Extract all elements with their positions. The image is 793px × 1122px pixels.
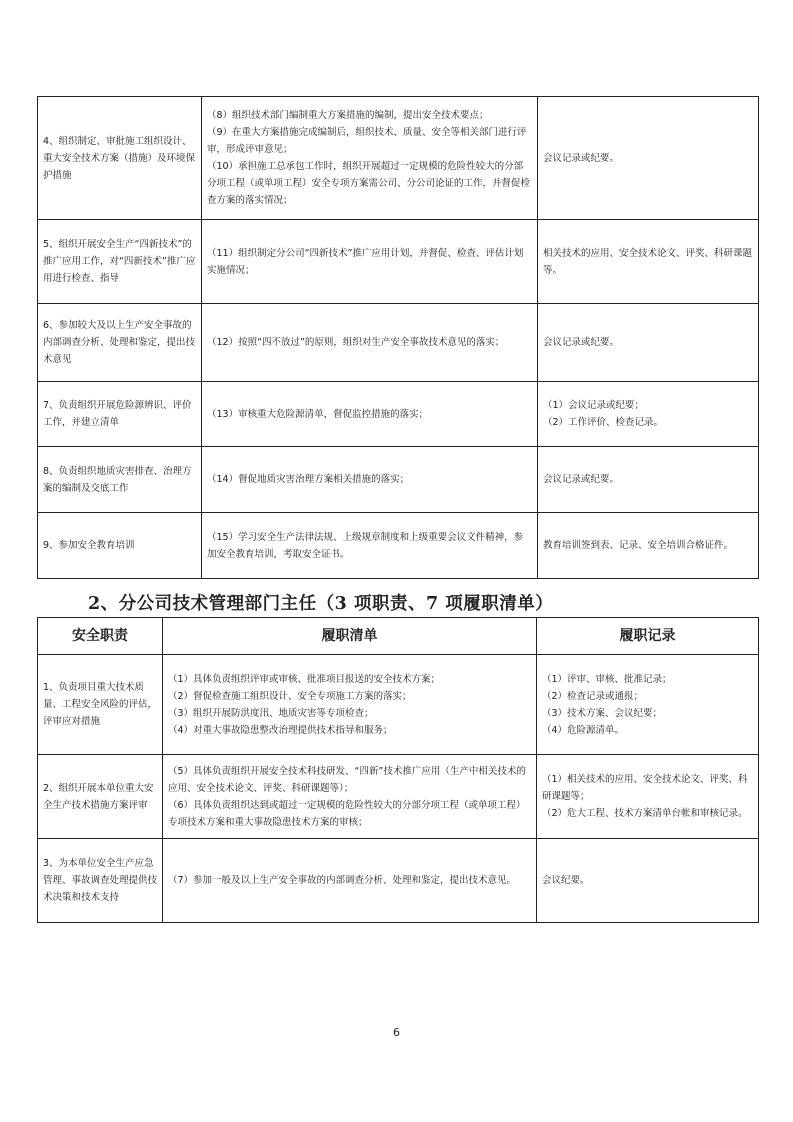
- checklist-cell: （7）参加一般及以上生产安全事故的内部调查分析、处理和鉴定，提出技术意见。: [163, 839, 537, 923]
- duty-cell: 2、组织开展本单位重大安全生产技术措施方案评审: [38, 755, 163, 839]
- duty-cell: 7、负责组织开展危险源辨识、评价工作，并建立清单: [38, 382, 202, 447]
- checklist-cell: （11）组织制定分公司“四新技术”推广应用计划，并督促、检查、评估计划实施情况；: [202, 220, 538, 304]
- record-item: （1）会议记录或纪要；: [543, 400, 645, 411]
- checklist-item: （1）具体负责组织评审或审核、批准项目报送的安全技术方案；: [168, 673, 441, 685]
- record-cell: 相关技术的应用、安全技术论文、评奖、科研课题等。: [538, 220, 759, 304]
- record-item: （2）危大工程、技术方案清单台帐和审核记录。: [542, 808, 748, 819]
- column-header: 履职记录: [537, 618, 759, 655]
- table-row: [38, 755, 759, 839]
- duty-cell: 6、参加较大及以上生产安全事故的内部调查分析、处理和鉴定，提出技术意见: [38, 304, 202, 382]
- checklist-item: （9）在重大方案措施完成编制后，组织技术、质量、安全等相关部门进行评审，形成评审意见；: [207, 127, 527, 155]
- record-cell: 会议记录或纪要。: [538, 447, 759, 513]
- record-item: （2）工作评价、检查记录。: [543, 417, 664, 428]
- checklist-item: （4）对重大事故隐患整改治理提供技术指导和服务；: [168, 724, 393, 736]
- page-number: 6: [393, 1026, 400, 1039]
- table-row: [38, 655, 759, 755]
- section-title: 2、分公司技术管理部门主任（3 项职责、7 项履职清单）: [88, 594, 554, 614]
- duty-cell: 9、参加安全教育培训: [38, 513, 202, 579]
- table-row: [38, 382, 759, 447]
- record-cell: [538, 382, 759, 447]
- record-cell: 会议记录或纪要。: [538, 304, 759, 382]
- duty-table-continued: [37, 96, 759, 579]
- duty-cell: 1、负责项目重大技术质量、工程安全风险的评估，评审应对措施: [38, 655, 163, 755]
- duty-cell: 8、负责组织地质灾害排查、治理方案的编制及交底工作: [38, 447, 202, 513]
- record-cell: [537, 655, 759, 755]
- record-item: （4）危险源清单。: [542, 724, 625, 736]
- table-row: [38, 839, 759, 923]
- record-item: （1）评审、审核、批准记录；: [542, 673, 672, 685]
- checklist-cell: （15）学习安全生产法律法规、上级规章制度和上级重要会议文件精神，参加安全教育培训，考取安全证书。: [202, 513, 538, 579]
- checklist-cell: （13）审核重大危险源清单，督促监控措施的落实；: [202, 382, 538, 447]
- duty-cell: 4、组织制定、审批施工组织设计、重大安全技术方案（措施）及环境保护措施: [38, 97, 202, 220]
- table-row: [38, 304, 759, 382]
- table-row: [38, 97, 759, 220]
- table-row: [38, 513, 759, 579]
- record-item: （3）技术方案、会议纪要；: [542, 707, 663, 719]
- duty-cell: 5、组织开展安全生产“四新技术”的推广应用工作，对“四新技术”推广应用进行检查、指导: [38, 220, 202, 304]
- table-row: [38, 220, 759, 304]
- table-header-row: [38, 618, 759, 655]
- column-header: 履职清单: [163, 618, 537, 655]
- record-cell: 会议记录或纪要。: [538, 97, 759, 220]
- record-cell: [537, 755, 759, 839]
- column-header: 安全职责: [38, 618, 163, 655]
- duty-table: [37, 617, 759, 923]
- record-cell: 会议纪要。: [537, 839, 759, 923]
- table-row: [38, 447, 759, 513]
- record-cell: 教育培训签到表、记录、安全培训合格证件。: [538, 513, 759, 579]
- checklist-cell: （12）按照“四不放过”的原则，组织对生产安全事故技术意见的落实；: [202, 304, 538, 382]
- checklist-item: （3）组织开展防洪度汛、地质灾害等专项检查；: [168, 707, 374, 719]
- checklist-item: （10）承担施工总承包工作时，组织开展超过一定规模的危险性较大的分部分项工程（或单项工程）安全专项方案需公司、分公司论证的工作，并督促检查方案的落实情况；: [207, 161, 531, 206]
- checklist-cell: [202, 97, 538, 220]
- checklist-cell: [163, 655, 537, 755]
- checklist-cell: （14）督促地质灾害治理方案相关措施的落实；: [202, 447, 538, 513]
- record-item: （1）相关技术的应用、安全技术论文、评奖、科研课题等；: [542, 774, 748, 802]
- record-item: （2）检查记录或通报；: [542, 690, 644, 702]
- checklist-item: （8）组织技术部门编制重大方案措施的编制，提出安全技术要点；: [207, 110, 489, 121]
- checklist-item: （6）具体负责组织达到或超过一定规模的危险性较大的分部分项工程（或单项工程）专项技术方案和重大事故隐患技术方案的审核；: [168, 799, 526, 828]
- duty-cell: 3、为本单位安全生产应急管理、事故调查处理提供技术决策和技术支持: [38, 839, 163, 923]
- checklist-cell: [163, 755, 537, 839]
- checklist-item: （2）督促检查施工组织设计、安全专项施工方案的落实；: [168, 690, 412, 702]
- checklist-item: （5）具体负责组织开展安全技术科技研发、“四新”技术推广应用（生产中相关技术的应用、安全技术论文、评奖、科研课题等）；: [168, 765, 526, 794]
